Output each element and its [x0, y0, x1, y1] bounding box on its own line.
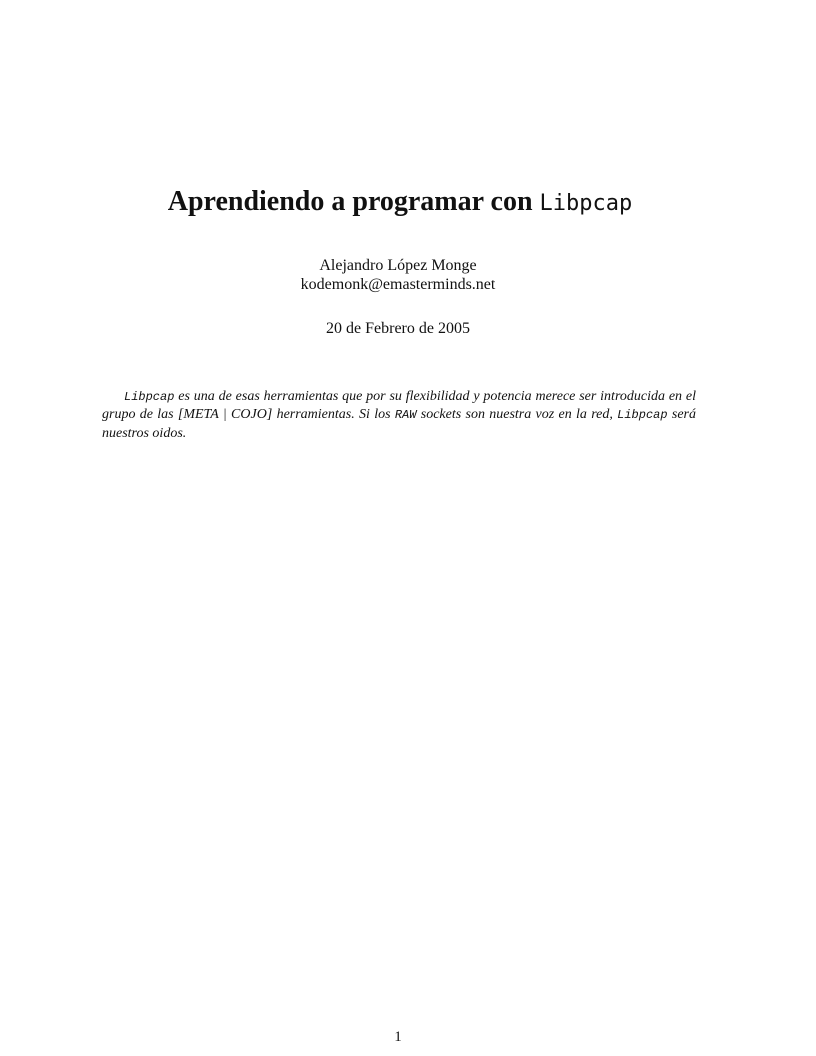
- abstract-libpcap-2: Libpcap: [617, 408, 668, 423]
- title-libpcap: Libpcap: [539, 191, 633, 216]
- abstract-raw: RAW: [394, 408, 417, 423]
- title-text: Aprendiendo a programar con: [167, 186, 533, 217]
- author-block: [0, 256, 796, 294]
- abstract-text-2: sockets son nuestra voz en la red,: [416, 407, 618, 423]
- abstract-text-3: será nuestros oidos.: [102, 407, 696, 441]
- author-email: kodemonk@emasterminds.net: [300, 276, 496, 293]
- document-date: 20 de Febrero de 2005: [326, 320, 470, 337]
- document-title: [0, 184, 800, 222]
- page-number: 1: [394, 1029, 402, 1045]
- author-name: Alejandro López Monge: [319, 257, 477, 274]
- abstract-paragraph: [102, 388, 696, 443]
- abstract-text-1: es una de esas herramientas que por su flexibilidad y potencia merece ser introducida en el grupo de las [META | COJO] herramientas. Si los: [102, 389, 696, 423]
- abstract-libpcap-1: Libpcap: [124, 390, 175, 404]
